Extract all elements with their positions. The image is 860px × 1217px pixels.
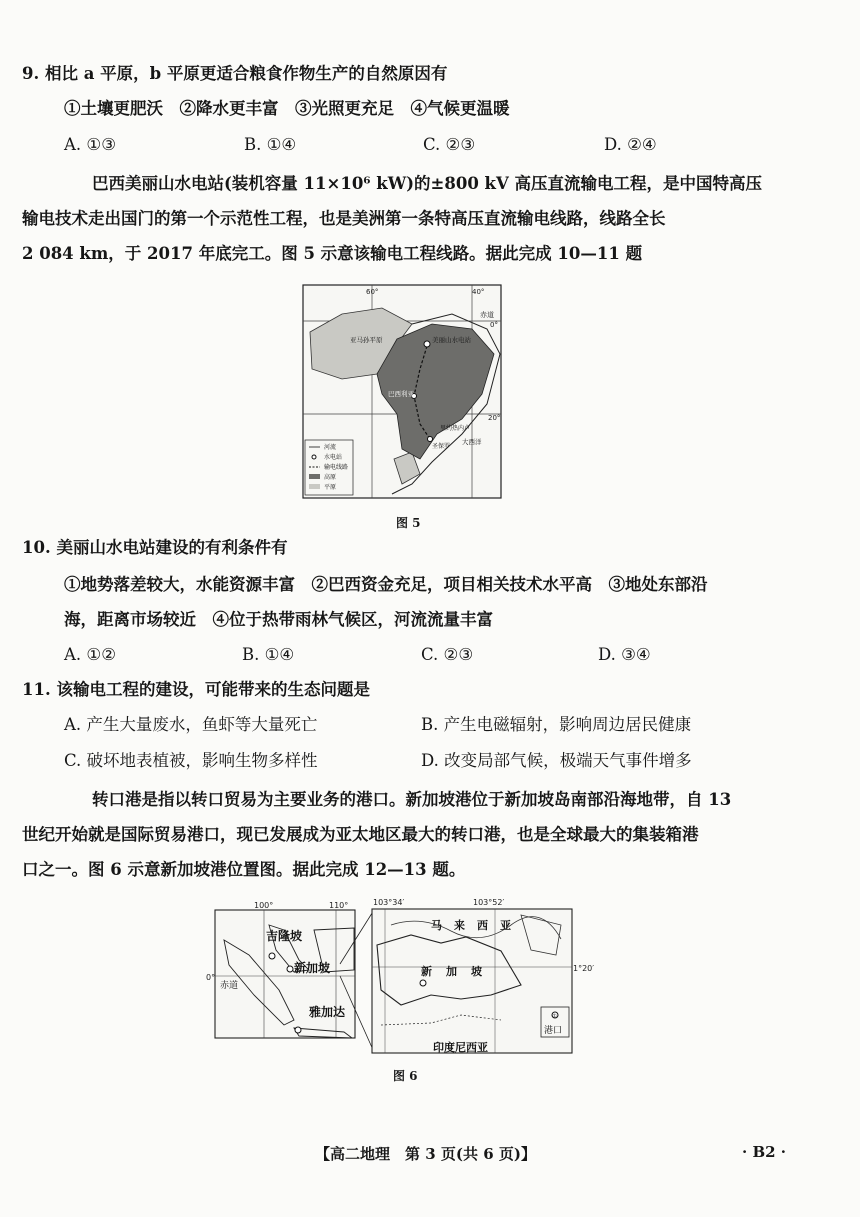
fig5-rio-label: 里约热内卢 [440,425,471,432]
fig6-jakarta: 雅加达 [309,1005,346,1019]
q11-option-b: B. 产生电磁辐射，影响周边居民健康 [421,715,692,734]
fig6-malaysia: 马来西亚 [431,919,523,932]
fig6-equator: 赤道 [220,981,239,991]
singapore-marker [287,966,293,972]
figure-5-map [302,284,502,499]
fig6-singapore-island: 新加坡 [421,965,496,978]
fig6-lat-0: 0° [206,973,216,982]
q9-option-d: D. ②④ [604,135,657,154]
figure-6-right-map [371,895,595,1057]
legend-port-symbol: ① [552,1013,557,1020]
q10-items-line2: 海，距离市场较近 ④位于热带雨林气候区，河流流量丰富 [64,610,493,629]
fig5-equator-label: 赤道 [480,311,494,319]
legend-river: 河流 [324,444,337,451]
q10-option-b: B. ①④ [242,645,295,664]
fig6-kuala-lumpur: 吉隆坡 [266,929,303,943]
sao-paulo-marker [428,437,433,442]
q11-option-d: D. 改变局部气候，极端天气事件增多 [421,751,692,770]
q10-stem: 10. 美丽山水电站建设的有利条件有 [22,538,288,557]
passage2-line-2: 世纪开始就是国际贸易港口，现已发展成为亚太地区最大的转口港，也是全球最大的集装箱港 [22,825,699,844]
q10-items-line1: ①地势落差较大，水能资源丰富 ②巴西资金充足，项目相关技术水平高 ③地处东部沿 [64,575,708,594]
q9-stem: 9. 相比 a 平原，b 平原更适合粮食作物生产的自然原因有 [22,64,448,83]
figure-5-caption: 图 5 [396,516,421,530]
legend-port-label: 港口 [544,1026,563,1036]
fig6-lat-1-20: 1°20′ [573,964,595,973]
fig6-lon-100: 100° [254,901,274,910]
q11-option-a: A. 产生大量废水，鱼虾等大量死亡 [64,715,318,734]
passage2-line-3: 口之一。图 6 示意新加坡港位置图。据此完成 12—13 题。 [22,860,466,879]
hydropower-station-marker [424,341,430,347]
q9-items: ①土壤更肥沃 ②降水更丰富 ③光照更充足 ④气候更温暖 [64,99,510,118]
figure-6-caption: 图 6 [393,1069,418,1083]
passage1-line-3: 2 084 km，于 2017 年底完工。图 5 示意该输电工程线路。据此完成 10—11 题 [22,244,643,263]
fig6-lon-110: 110° [329,901,349,910]
q11-stem: 11. 该输电工程的建设，可能带来的生态问题是 [22,680,370,699]
q11-option-c: C. 破坏地表植被，影响生物多样性 [64,751,318,770]
q10-option-d: D. ③④ [598,645,651,664]
fig6-lon-103-34: 103°34′ [373,898,405,907]
legend-plateau: 高原 [324,474,337,481]
kuala-lumpur-marker [269,953,275,959]
paper-code: · B2 · [742,1143,787,1161]
fig5-saopaulo-label: 圣保罗 [432,443,451,450]
fig5-lon-40: 40° [472,288,485,296]
fig6-indonesia: 印度尼西亚 [433,1041,488,1054]
q9-option-c: C. ②③ [423,135,476,154]
fig5-brasilia-label: 巴西利亚 [388,390,414,398]
legend-line: 输电线路 [324,464,349,471]
q9-option-b: B. ①④ [244,135,297,154]
fig5-station-label: 美丽山水电站 [432,336,471,344]
q10-option-a: A. ①② [64,645,116,664]
legend-plain: 平原 [324,484,337,491]
figure-6-left-map [206,900,356,1040]
fig5-atlantic-label: 大西洋 [462,438,482,446]
fig5-amazon-label: 亚马孙平原 [350,336,383,344]
fig5-lat-0: 0° [490,321,498,329]
passage1-line-1: 巴西美丽山水电站(装机容量 11×10⁶ kW)的±800 kV 高压直流输电工程，是中国特高压 [92,174,763,193]
q9-option-a: A. ①③ [64,135,116,154]
fig5-lat-20: 20° [488,414,501,422]
port-1-marker [420,980,426,986]
passage1-line-2: 输电技术走出国门的第一个示范性工程，也是美洲第一条特高压直流输电线路，线路全长 [22,209,666,228]
jakarta-marker [295,1027,301,1033]
fig5-lon-60: 60° [366,288,379,296]
page-footer: 【高二地理 第 3 页(共 6 页)】 [315,1145,536,1163]
legend-station: 水电站 [324,454,343,461]
q10-option-c: C. ②③ [421,645,474,664]
fig6-singapore: 新加坡 [294,961,331,975]
fig6-lon-103-52: 103°52′ [473,898,505,907]
passage2-line-1: 转口港是指以转口贸易为主要业务的港口。新加坡港位于新加坡岛南部沿海地带，自 13 [92,790,732,809]
